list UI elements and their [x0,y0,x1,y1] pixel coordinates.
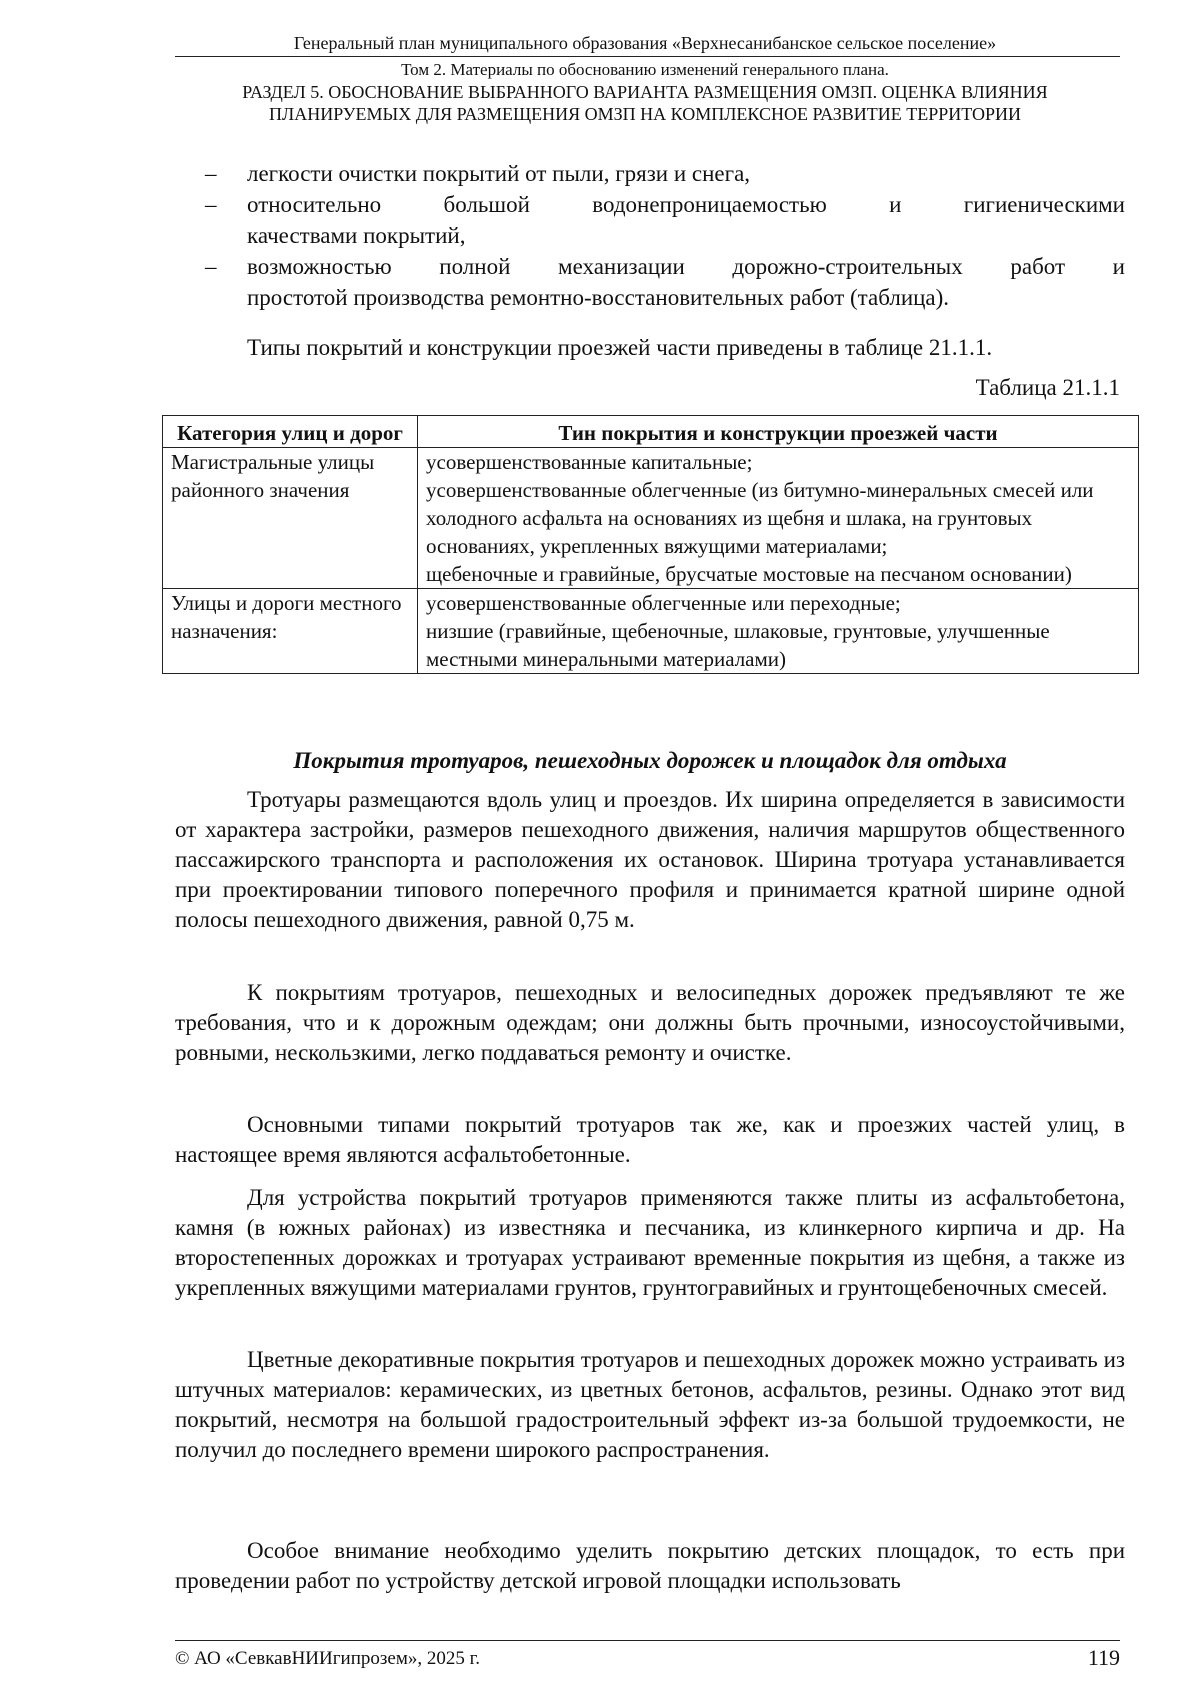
table-caption: Таблица 21.1.1 [975,375,1120,400]
bullet-dash: – [205,161,217,186]
body-paragraph: Для устройства покрытий тротуаров применяются также плиты из асфальтобетона, камня (в южных районах) из известняка и песчаника, из клинкерного кирпича и др. На второстепенных дорожках и тротуарах устраивают временные покрытия из щебня, а также из укрепленных вяжущими материалами грунтов, грунтогравийных и грунтощебеночных смесей. [175,1185,1125,1300]
table-cell-coverage [418,448,1139,589]
header-volume-title: Том 2. Материалы по обоснованию изменений генерального плана. [401,60,889,79]
bullet-item [205,251,1125,313]
table-row [163,448,1139,589]
body-paragraph: Тротуары размещаются вдоль улиц и проездов. Их ширина определяется в зависимости от характера застройки, размеров пешеходного движения, наличия маршрутов общественного пассажирского транспорта и расположения их остановок. Ширина тротуара устанавливается при проектировании типового поперечного профиля и принимается кратной ширине одной полосы пешеходного движения, равной 0,75 м. [175,787,1125,932]
bullet-text-first-line: относительно большой водонепроницаемостью и гигиеническими [247,192,1125,217]
header-section-title: РАЗДЕЛ 5. ОБОСНОВАНИЕ ВЫБРАННОГО ВАРИАНТА РАЗМЕЩЕНИЯ ОМЗП. ОЦЕНКА ВЛИЯНИЯ ПЛАНИРУЕМЫХ ДЛЯ РАЗМЕЩЕНИЯ ОМЗП НА КОМПЛЕКСНОЕ РАЗВИТИЕ ТЕРРИТОРИИ [242,82,1048,124]
section-subheading: Покрытия тротуаров, пешеходных дорожек и площадок для отдыха [293,748,1007,773]
table-cell-coverage [418,589,1139,674]
footer-divider [175,1640,1120,1641]
bullet-text: легкости очистки покрытий от пыли, грязи и снега, [247,161,751,186]
body-paragraph: Основными типами покрытий тротуаров так же, как и проезжих частей улиц, в настоящее время являются асфальтобетонные. [175,1112,1125,1167]
bullet-text-continuation: качествами покрытий, [247,223,466,248]
table-cell-category: Улицы и дороги местного назначения: [163,589,418,674]
table-row [163,589,1139,674]
coverage-line: усовершенствованные капитальные; [426,450,753,474]
bullet-text-first-line: возможностью полной механизации дорожно-строительных работ и [247,254,1125,279]
body-paragraph: Цветные декоративные покрытия тротуаров и пешеходных дорожек можно устраивать из штучных материалов: керамических, из цветных бетонов, асфальтов, резины. Однако этот вид покрытий, несмотря на большой градостроительный эффект из-за большой трудоемкости, не получил до последнего времени широкого распространения. [175,1347,1125,1462]
column-header-coverage-type: Тин покрытия и конструкции проезжей части [418,416,1139,448]
body-paragraph: К покрытиям тротуаров, пешеходных и велосипедных дорожек предъявляют те же требования, что и к дорожным одеждам; они должны быть прочными, износоустойчивыми, ровными, нескользкими, легко поддаваться ремонту и очистке. [175,980,1125,1065]
bullet-item [205,189,1125,251]
bullet-dash: – [205,254,217,279]
coverage-line: низшие (гравийные, щебеночные, шлаковые, грунтовые, улучшенные местными минеральными материалами) [426,619,1050,671]
bullet-text-continuation: простотой производства ремонтно-восстановительных работ (таблица). [247,285,950,310]
table-header-row [163,416,1139,448]
road-coverage-table [162,415,1139,674]
bullet-item [205,158,1125,189]
column-header-category: Категория улиц и дорог [163,416,418,448]
body-paragraph: Особое внимание необходимо уделить покрытию детских площадок, то есть при проведении работ по устройству детской игровой площадки использовать [175,1538,1125,1593]
page-number: 119 [1087,1645,1120,1670]
bullet-list [205,158,1125,313]
header-document-title: Генеральный план муниципального образования «Верхнесанибанское сельское поселение» [293,33,997,53]
header-divider [175,56,1120,57]
coverage-line: щебеночные и гравийные, брусчатые мостовые на песчаном основании) [426,562,1072,586]
coverage-line: усовершенствованные облегченные или переходные; [426,591,901,615]
bullet-dash: – [205,192,217,217]
table-cell-category: Магистральные улицы районного значения [163,448,418,589]
coverage-line: усовершенствованные облегченные (из битумно-минеральных смесей или холодного асфальта на основаниях из щебня и шлака, на грунтовых основаниях, укрепленных вяжущими материалами; [426,478,1094,558]
table-intro-paragraph: Типы покрытий и конструкции проезжей части приведены в таблице 21.1.1. [247,335,993,360]
footer-copyright: © АО «СевкавНИИгипрозем», 2025 г. [175,1648,480,1669]
